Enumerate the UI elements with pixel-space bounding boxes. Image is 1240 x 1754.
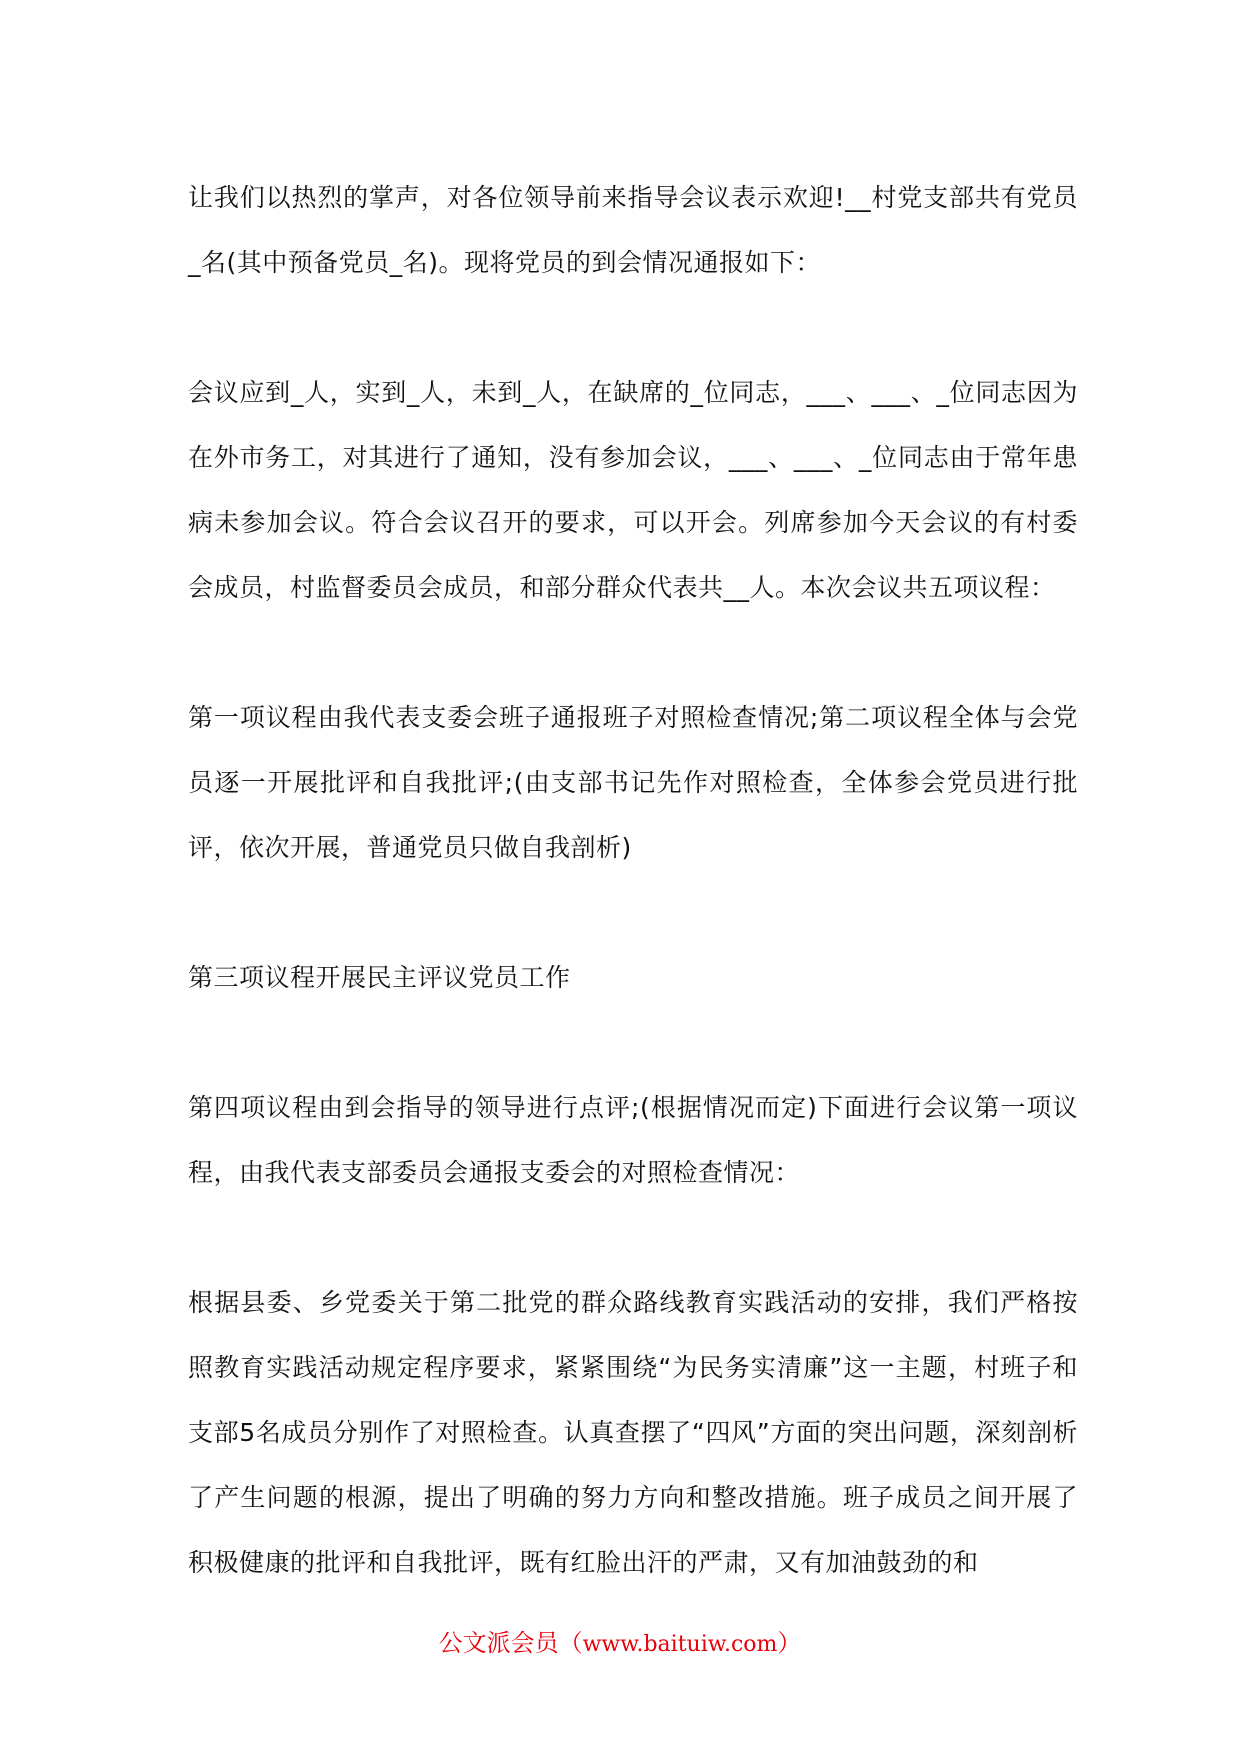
paragraph-welcome: 让我们以热烈的掌声，对各位领导前来指导会议表示欢迎!__村党支部共有党员_名(其中预备党员_名)。现将党员的到会情况通报如下：: [188, 183, 1078, 277]
paragraph-attendance: 会议应到_人，实到_人，未到_人，在缺席的_位同志，___、___、_位同志因为在外市务工，对其进行了通知，没有参加会议，___、___、_位同志由于常年患病未参加会议。符合会议召开的要求，可以开会。列席参加今天会议的有村委会成员，村监督委员会成员，和部分群众代表共__人。本次会议共五项议程：: [188, 378, 1078, 602]
paragraph-agenda-one-two: 第一项议程由我代表支委会班子通报班子对照检查情况;第二项议程全体与会党员逐一开展批评和自我批评;(由支部书记先作对照检查，全体参会党员进行批评，依次开展，普通党员只做自我剖析): [188, 703, 1078, 862]
paragraph-agenda-three: 第三项议程开展民主评议党员工作: [188, 963, 571, 992]
paragraph-report: 根据县委、乡党委关于第二批党的群众路线教育实践活动的安排，我们严格按照教育实践活动规定程序要求，紧紧围绕“为民务实清廉”这一主题，村班子和支部5名成员分别作了对照检查。认真查摆了“四风”方面的突出问题，深刻剖析了产生问题的根源，提出了明确的努力方向和整改措施。班子成员之间开展了积极健康的批评和自我批评，既有红脸出汗的严肃，又有加油鼓劲的和: [188, 1288, 1078, 1577]
footer-brand: 公文派会员（: [438, 1629, 583, 1657]
footer-close-paren: ）: [777, 1629, 802, 1657]
document-body: [188, 165, 1078, 1595]
footer-url-link[interactable]: www.baituiw.com: [582, 1632, 778, 1657]
footer-watermark: [0, 1623, 1240, 1665]
paragraph-agenda-four: 第四项议程由到会指导的领导进行点评;(根据情况而定)下面进行会议第一项议程，由我代表支部委员会通报支委会的对照检查情况：: [188, 1093, 1078, 1187]
